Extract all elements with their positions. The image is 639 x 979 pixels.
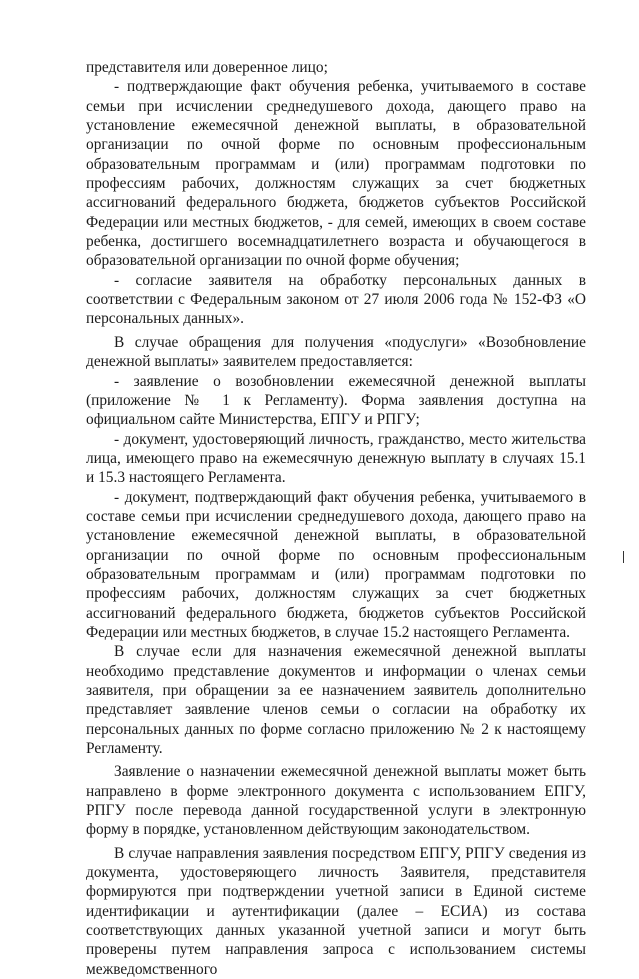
paragraph: В случае если для назначения ежемесячной денежной выплаты необходимо представление документов и информации о членах семьи заявителя, при обращении за ее назначением заявитель дополнительно представляет заявление членов семьи о согласии на обработку их персональных данных по форме согласно приложению № 2 к настоящему Регламенту. <box>86 643 586 758</box>
paragraph: Заявление о назначении ежемесячной денежной выплаты может быть направлено в форме электронного документа с использованием ЕПГУ, РПГУ после перевода данной государственной услуги в электронную форму в порядке, установленном действующим законодательством. <box>86 763 586 839</box>
paragraph: представителя или доверенное лицо; <box>86 59 328 76</box>
paragraph: - заявление о возобновлении ежемесячной денежной выплаты (приложение № 1 к Регламенту). Форма заявления доступна на официальном сайте Министерства, ЕПГУ и РПГУ; <box>86 372 586 429</box>
scan-margin-mark <box>623 551 624 563</box>
paragraph: В случае обращения для получения «подуслуги» «Возобновление денежной выплаты» заявителем предоставляется: <box>86 333 586 371</box>
paragraph: - документ, удостоверяющий личность, гражданство, место жительства лица, имеющего право на ежемесячную денежную выплату в случаях 15.1 и 15.3 настоящего Регламента. <box>86 430 586 487</box>
paragraph: - документ, подтверждающий факт обучения ребенка, учитываемого в составе семьи при исчислении среднедушевого дохода, дающего право на установление ежемесячной денежной выплаты, в образовательной организации по очной форме по основным профессиональным образовательным программам и (или) программам подготовки по профессиям рабочих, должностям служащих за счет бюджетных ассигнований федерального бюджета, бюджетов субъектов Российской Федерации или местных бюджетов, в случае 15.2 настоящего Регламента. <box>86 488 586 641</box>
paragraph: - согласие заявителя на обработку персональных данных в соответствии с Федеральным законом от 27 июля 2006 года № 152-ФЗ «О персональных данных». <box>86 271 586 328</box>
document-page <box>86 58 586 979</box>
paragraph: В случае направления заявления посредством ЕПГУ, РПГУ сведения из документа, удостоверяющего личность Заявителя, представителя формируются при подтверждении учетной записи в Единой системе идентификации и аутентификации (далее – ЕСИА) из состава соответствующих данных указанной учетной записи и могут быть проверены путем направления запроса с использованием системы межведомственного <box>86 844 586 978</box>
paragraph: - подтверждающие факт обучения ребенка, учитываемого в составе семьи при исчислении среднедушевого дохода, дающего право на установление ежемесячной денежной выплаты, в образовательной организации по очной форме по основным профессиональным образовательным программам и (или) программам подготовки по профессиям рабочих, должностям служащих за счет бюджетных ассигнований федерального бюджета, бюджетов субъектов Российской Федерации или местных бюджетов, - для семей, имеющих в своем составе ребенка, достигшего восемнадцатилетнего возраста и обучающегося в образовательной организации по очной форме обучения; <box>86 78 586 270</box>
